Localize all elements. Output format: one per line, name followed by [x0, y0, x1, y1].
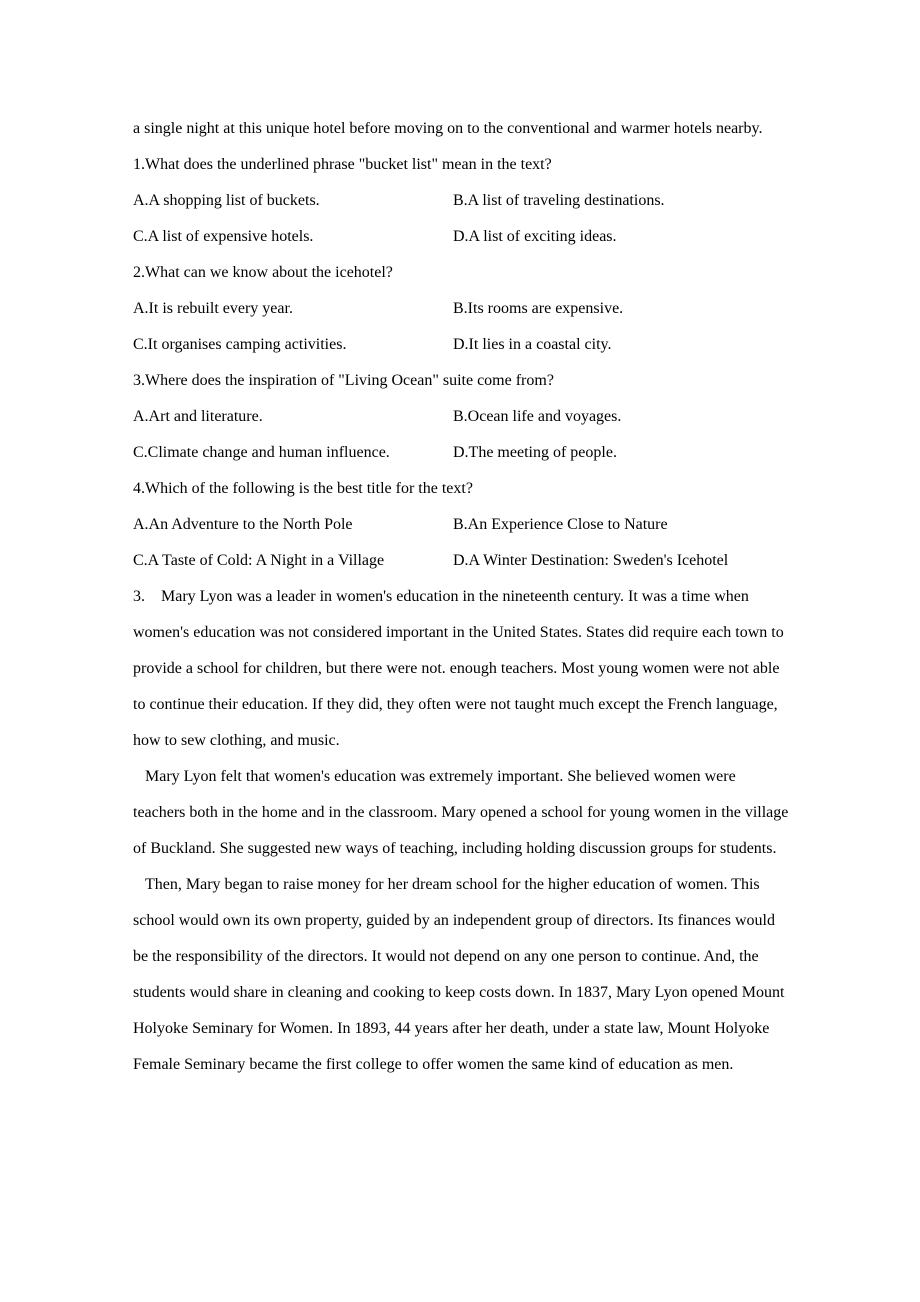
question-2-option-a: A.It is rebuilt every year.: [133, 300, 293, 317]
question-2-text: 2.What can we know about the icehotel?: [133, 264, 393, 281]
question-1-option-c: C.A list of expensive hotels.: [133, 228, 314, 245]
reading-passage: [133, 579, 793, 1083]
question-4-option-b: B.An Experience Close to Nature: [453, 516, 668, 533]
question-4-option-c: C.A Taste of Cold: A Night in a Village: [133, 552, 385, 569]
question-3-option-row-2: [133, 435, 789, 471]
question-4-text: 4.Which of the following is the best title for the text?: [133, 480, 473, 497]
question-block-2: [133, 255, 789, 363]
question-2-option-row-2: [133, 327, 789, 363]
passage-paragraph-2: Mary Lyon felt that women's education was extremely important. She believed women were teachers both in the home and in the classroom. Mary opened a school for young women in the village of Buckland. She suggested new ways of teaching, including holding discussion groups for students.: [133, 768, 793, 857]
question-3-option-row-1: [133, 399, 789, 435]
question-block-3: [133, 363, 789, 471]
question-2-option-row-1: [133, 291, 789, 327]
question-4-option-row-1: [133, 507, 789, 543]
question-4-option-row-2: [133, 543, 789, 579]
question-3-option-a: A.Art and literature.: [133, 408, 263, 425]
question-3-option-b: B.Ocean life and voyages.: [453, 408, 622, 425]
question-block-1: [133, 147, 789, 255]
question-3-option-d: D.The meeting of people.: [453, 444, 617, 461]
intro-line: a single night at this unique hotel before moving on to the conventional and warmer hotels nearby.: [133, 120, 763, 137]
question-4-option-a: A.An Adventure to the North Pole: [133, 516, 353, 533]
passage-paragraph-3: Then, Mary began to raise money for her dream school for the higher education of women. This school would own its own property, guided by an independent group of directors. Its finances would be the responsibility of the directors. It would not depend on any one person to continue. And, the students would share in cleaning and cooking to keep costs down. In 1837, Mary Lyon opened Mount Holyoke Seminary for Women. In 1893, 44 years after her death, under a state law, Mount Holyoke Female Seminary became the first college to offer women the same kind of education as men.: [133, 876, 789, 1073]
question-2-option-b: B.Its rooms are expensive.: [453, 300, 624, 317]
question-2-option-c: C.It organises camping activities.: [133, 336, 347, 353]
question-1-option-b: B.A list of traveling destinations.: [453, 192, 665, 209]
question-1-text: 1.What does the underlined phrase "bucket list" mean in the text?: [133, 156, 552, 173]
question-1-option-row-1: [133, 183, 789, 219]
question-1-option-a: A.A shopping list of buckets.: [133, 192, 320, 209]
question-2-option-d: D.It lies in a coastal city.: [453, 336, 612, 353]
question-1-option-d: D.A list of exciting ideas.: [453, 228, 617, 245]
question-4-option-d: D.A Winter Destination: Sweden's Icehotel: [453, 552, 729, 569]
question-3-option-c: C.Climate change and human influence.: [133, 444, 390, 461]
question-1-option-row-2: [133, 219, 789, 255]
question-3-text: 3.Where does the inspiration of "Living Ocean" suite come from?: [133, 372, 554, 389]
passage-paragraph-1: 3. Mary Lyon was a leader in women's education in the nineteenth century. It was a time when women's education was not considered important in the United States. States did require each town to provide a school for children, but there were not. enough teachers. Most young women were not able to continue their education. If they did, they often were not taught much except the French language, how to sew clothing, and music.: [133, 588, 788, 749]
question-block-4: [133, 471, 789, 579]
